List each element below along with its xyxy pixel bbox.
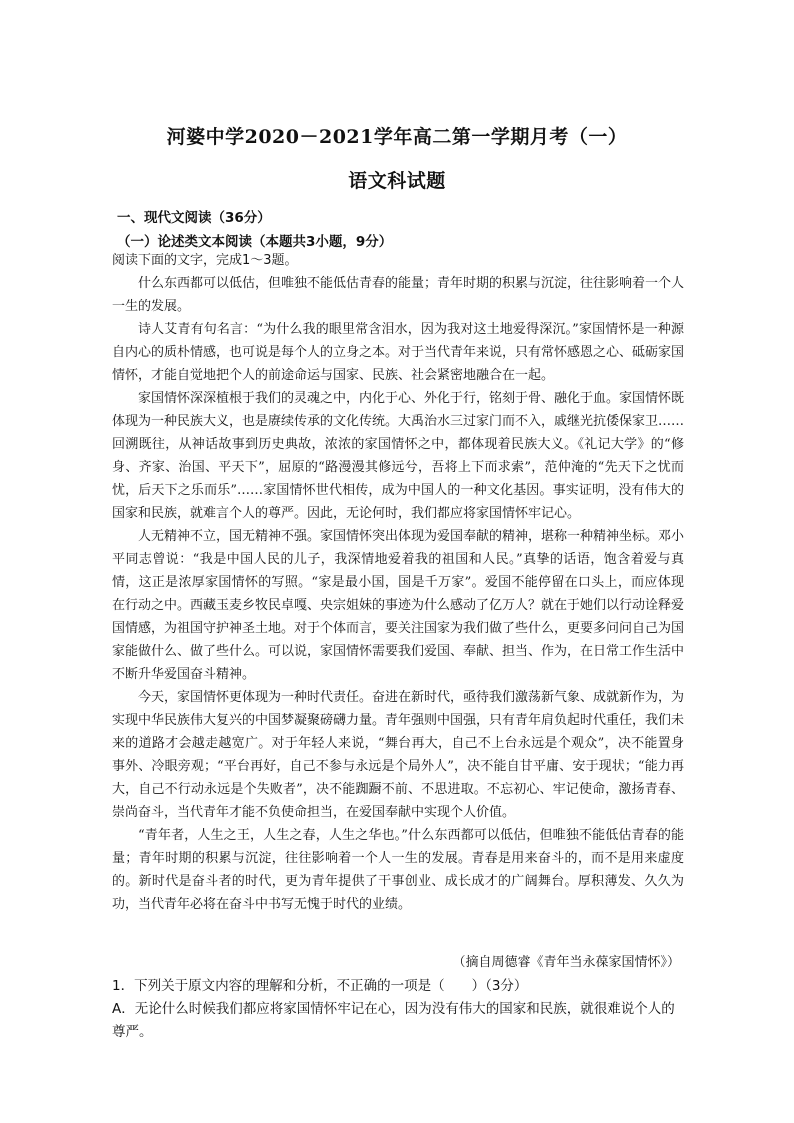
- instruction-text: 阅读下面的文字，完成1～3题。: [112, 253, 298, 268]
- source-citation: （摘自周德睿《青年当永葆家国情怀》）: [452, 955, 680, 970]
- passage-paragraph: 什么东西都可以低估，但唯独不能低估青春的能量；青年时期的积累与沉淀，往往影响着一个人一生的发展。: [112, 276, 685, 314]
- subsection-heading: （一）论述类文本阅读（本题共3小题，9分）: [117, 234, 393, 250]
- passage-paragraph: “青年者，人生之王，人生之春，人生之华也。”什么东西都可以低估，但唯独不能低估青春的能量；青年时期的积累与沉淀，往往影响着一个人一生的发展。青春是用来奋斗的，而不是用来虚度的。新时代是奋斗者的时代，更为青年提供了干事创业、成长成才的广阔舞台。厚积薄发、久久为功，当代青年必将在奋斗中书写无愧于时代的业绩。: [112, 828, 684, 912]
- passage-paragraph: 今天，家国情怀更体现为一种时代责任。奋进在新时代，亟待我们激荡新气象、成就新作为，为实现中华民族伟大复兴的中国梦凝聚磅礴力量。青年强则中国强，只有青年肩负起时代重任，我们未来的道路才会越走越宽广。对于年轻人来说，“舞台再大，自己不上台永远是个观众”，决不能置身事外、冷眼旁观；“平台再好，自己不参与永远是个局外人”，决不能自甘平庸、安于现状；“能力再大，自己不行动永远是个失败者”，决不能踟蹰不前、不思进取。不忘初心、牢记使命，激扬青春、崇尚奋斗，当代青年才能不负使命担当，在爱国奉献中实现个人价值。: [112, 690, 685, 820]
- question-stem: 1．下列关于原文内容的理解和分析，不正确的一项是（ ）（3分）: [112, 978, 528, 994]
- exam-title: 河婆中学2020－2021学年高二第一学期月考（一）: [166, 126, 628, 148]
- exam-subtitle: 语文科试题: [348, 170, 446, 192]
- reading-passage: [112, 249, 684, 916]
- section-heading: 一、现代文阅读（36分）: [117, 210, 271, 226]
- passage-paragraph: 家国情怀深深植根于我们的灵魂之中，内化于心、外化于行，铭刻于骨、融化于血。家国情怀既体现为一种民族大义，也是赓续传承的文化传统。大禹治水三过家门而不入，戚继光抗倭保家卫……回溯既往，从神话故事到历史典故，浓浓的家国情怀之中，都体现着民族大义。《礼记大学》的“修身、齐家、治国、平天下”，屈原的“路漫漫其修远兮，吾将上下而求索”，范仲淹的“先天下之忧而忧，后天下之乐而乐”……家国情怀世代相传，成为中国人的一种文化基因。事实证明，没有伟大的国家和民族，就难言个人的尊严。因此，无论何时，我们都应将家国情怀牢记心。: [112, 391, 685, 521]
- passage-paragraph: 人无精神不立，国无精神不强。家国情怀突出体现为爱国奉献的精神，堪称一种精神坐标。邓小平同志曾说：“我是中国人民的儿子，我深情地爱着我的祖国和人民。”真挚的话语，饱含着爱与真情，这正是浓厚家国情怀的写照。“家是最小国，国是千万家”。爱国不能停留在口头上，而应体现在行动之中。西藏玉麦乡牧民卓嘎、央宗姐妹的事迹为什么感动了亿万人？就在于她们以行动诠释爱国情感，为祖国守护神圣土地。对于个体而言，要关注国家为我们做了些什么，更要多问问自己为国家能做什么、做了些什么。可以说，家国情怀需要我们爱国、奉献、担当、作为，在日常工作生活中不断升华爱国奋斗精神。: [112, 529, 685, 682]
- answer-option-a: A．无论什么时候我们都应将家国情怀牢记在心，因为没有伟大的国家和民族，就很难说个人的尊严。: [112, 1001, 675, 1040]
- passage-paragraph: 诗人艾青有句名言：“为什么我的眼里常含泪水，因为我对这土地爱得深沉。”家国情怀是一种源自内心的质朴情感，也可说是每个人的立身之本。对于当代青年来说，只有常怀感恩之心、砥砺家国情怀，才能自觉地把个人的前途命运与国家、民族、社会紧密地融合在一起。: [112, 322, 685, 383]
